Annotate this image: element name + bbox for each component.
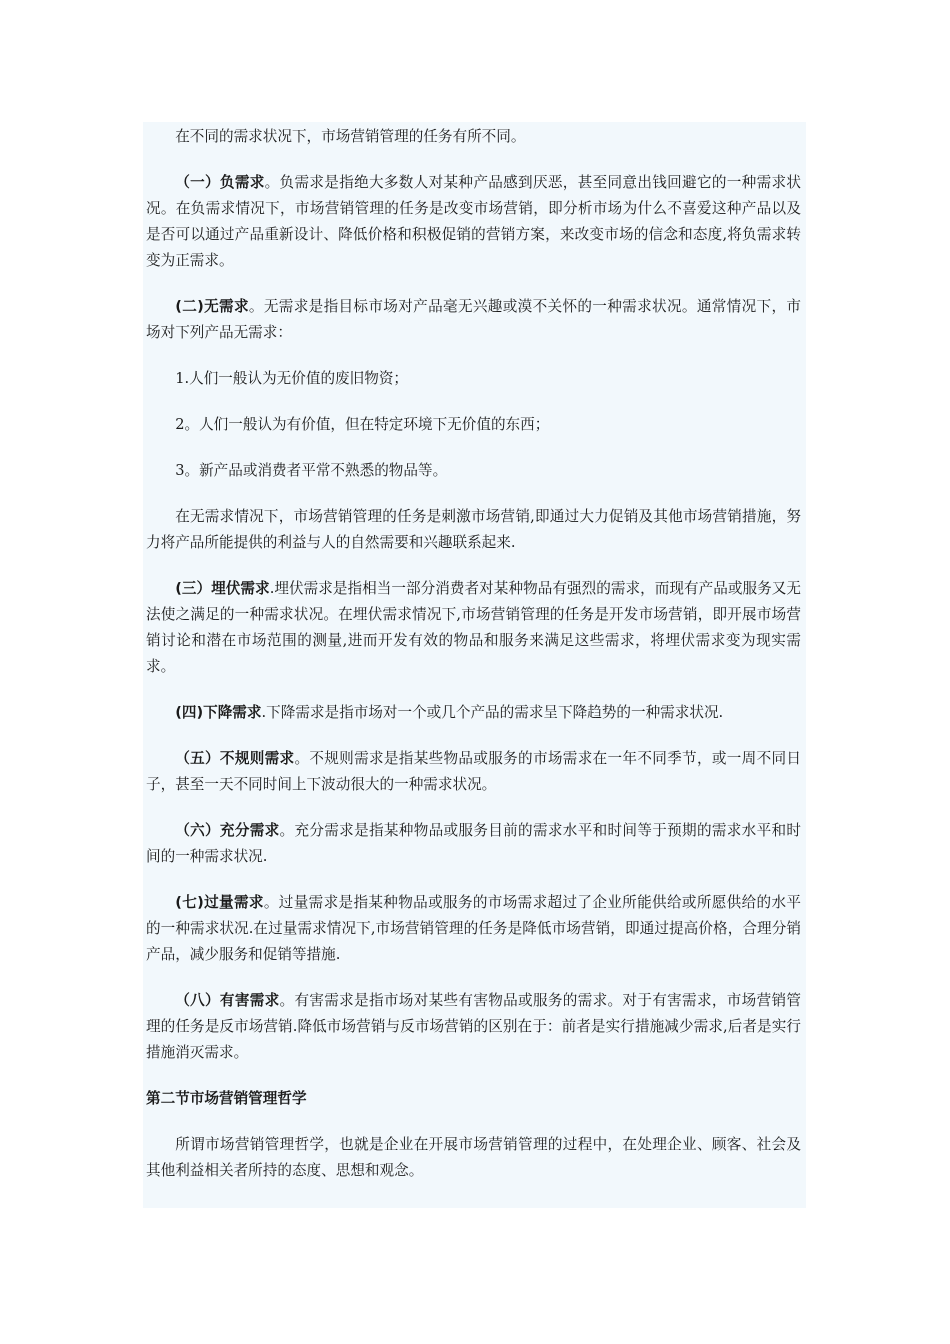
document-body (143, 122, 806, 1208)
paragraph-no-demand-task: 在无需求情况下，市场营销管理的任务是刺激市场营销,即通过大力促销及其他市场营销措施，努力将产品所能提供的利益与人的自然需要和兴趣联系起来. (146, 508, 801, 551)
paragraph-declining-demand (146, 700, 801, 726)
term-latent-demand: (三）埋伏需求 (175, 580, 270, 597)
paragraph-latent-demand (146, 576, 801, 680)
text-declining-demand: .下降需求是指市场对一个或几个产品的需求呈下降趋势的一种需求状况. (261, 704, 724, 721)
term-overfull-demand: (七)过量需求 (175, 894, 264, 911)
text-no-demand: 。无需求是指目标市场对产品毫无兴趣或漠不关怀的一种需求状况。通常情况下，市场对下列产品无需求： (146, 298, 801, 341)
list-item: 2。人们一般认为有价值，但在特定环境下无价值的东西； (175, 416, 550, 433)
paragraph-harmful-demand (146, 988, 801, 1066)
text-irregular-demand: 。不规则需求是指某些物品或服务的市场需求在一年不同季节，或一周不同日子，甚至一天不同时间上下波动很大的一种需求状况。 (146, 750, 801, 793)
term-full-demand: （六）充分需求 (175, 822, 280, 839)
paragraph-full-demand (146, 818, 801, 870)
intro-paragraph: 在不同的需求状况下，市场营销管理的任务有所不同。 (175, 128, 526, 145)
term-harmful-demand: （八）有害需求 (175, 992, 280, 1009)
term-no-demand: (二)无需求 (175, 298, 249, 315)
text-overfull-demand: 。过量需求是指某种物品或服务的市场需求超过了企业所能供给或所愿供给的水平的一种需求状况.在过量需求情况下,市场营销管理的任务是降低市场营销，即通过提高价格，合理分销产品，减少服务和促销等措施. (146, 894, 801, 963)
text-full-demand: 。充分需求是指某种物品或服务目前的需求水平和时间等于预期的需求水平和时间的一种需求状况. (146, 822, 801, 865)
paragraph-irregular-demand (146, 746, 801, 798)
section-title: 第二节市场营销管理哲学 (146, 1090, 307, 1107)
list-item: 1.人们一般认为无价值的废旧物资； (175, 370, 409, 387)
term-negative-demand: （一）负需求 (175, 174, 265, 191)
term-irregular-demand: （五）不规则需求 (175, 750, 295, 767)
text-latent-demand: .埋伏需求是指相当一部分消费者对某种物品有强烈的需求，而现有产品或服务又无法使之满足的一种需求状况。在埋伏需求情况下,市场营销管理的任务是开发市场营销，即开展市场营销讨论和潜在市场范围的测量,进而开发有效的物品和服务来满足这些需求，将埋伏需求变为现实需求。 (146, 580, 801, 675)
paragraph-overfull-demand (146, 890, 801, 968)
closing-paragraph: 所谓市场营销管理哲学，也就是企业在开展市场营销管理的过程中，在处理企业、顾客、社会及其他利益相关者所持的态度、思想和观念。 (146, 1136, 801, 1179)
list-item: 3。新产品或消费者平常不熟悉的物品等。 (175, 462, 448, 479)
text-harmful-demand: 。有害需求是指市场对某些有害物品或服务的需求。对于有害需求，市场营销管理的任务是反市场营销.降低市场营销与反市场营销的区别在于：前者是实行措施减少需求,后者是实行措施消灭需求。 (146, 992, 801, 1061)
text-negative-demand: 。负需求是指绝大多数人对某种产品感到厌恶，甚至同意出钱回避它的一种需求状况。在负需求情况下，市场营销管理的任务是改变市场营销，即分析市场为什么不喜爱这种产品以及是否可以通过产品重新设计、降低价格和积极促销的营销方案，来改变市场的信念和态度,将负需求转变为正需求。 (146, 174, 801, 269)
paragraph-no-demand (146, 294, 801, 346)
paragraph-negative-demand (146, 170, 801, 274)
term-declining-demand: (四)下降需求 (175, 704, 262, 721)
